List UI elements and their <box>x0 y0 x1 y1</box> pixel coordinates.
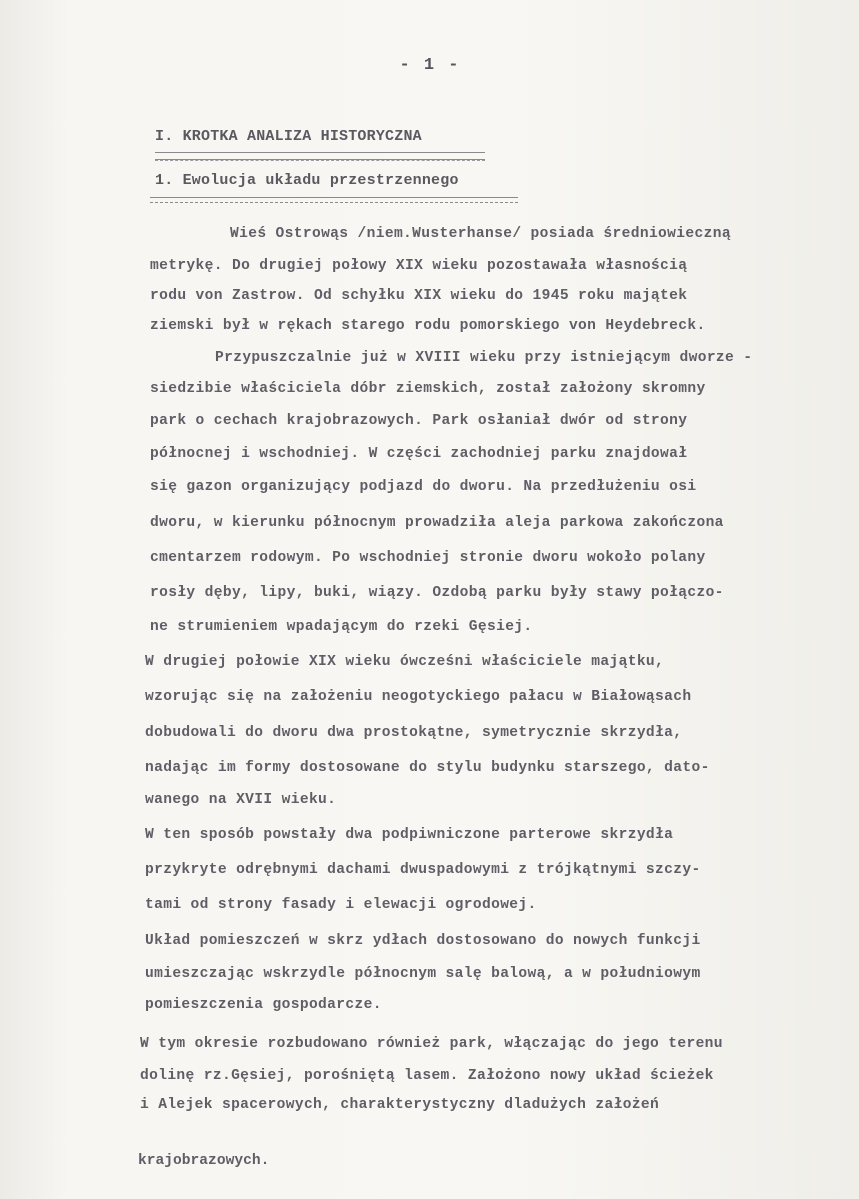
text-line: nadając im formy dostosowane do stylu budynku starszego, dato- <box>145 760 710 776</box>
text-line: W tym okresie rozbudowano również park, włączając do jego terenu <box>140 1036 723 1052</box>
text-line: dworu, w kierunku północnym prowadziła aleja parkowa zakończona <box>150 515 724 531</box>
text-line: park o cechach krajobrazowych. Park osłaniał dwór od strony <box>150 413 688 429</box>
subsection-heading: 1. Ewolucja układu przestrzennego <box>155 172 459 189</box>
text-line: siedzibie właściciela dóbr ziemskich, został założony skromny <box>150 381 706 397</box>
heading-underline-dashes <box>155 160 485 161</box>
text-line: ziemski był w rękach starego rodu pomorskiego von Heydebreck. <box>150 318 706 334</box>
text-line: rosły dęby, lipy, buki, wiązy. Ozdobą parku były stawy połączo- <box>150 585 724 601</box>
text-line: Wieś Ostrowąs /niem.Wusterhanse/ posiada średniowieczną <box>230 226 731 242</box>
section-heading: I. KROTKA ANALIZA HISTORYCZNA <box>155 128 422 145</box>
text-line: wzorując się na założeniu neogotyckiego pałacu w Białowąsach <box>145 689 692 705</box>
text-line: ne strumieniem wpadającym do rzeki Gęsiej. <box>150 619 533 635</box>
heading-double-underline <box>155 152 485 160</box>
subheading-underline-dashes <box>150 202 518 203</box>
text-line: i Alejek spacerowych, charakterystyczny dladużych założeń <box>140 1097 660 1113</box>
text-line: przykryte odrębnymi dachami dwuspadowymi z trójkątnymi szczy- <box>145 862 701 878</box>
text-line: W ten sposób powstały dwa podpiwniczone parterowe skrzydła <box>145 827 674 843</box>
text-line: W drugiej połowie XIX wieku ówcześni właściciele majątku, <box>145 654 665 670</box>
text-line: dolinę rz.Gęsiej, porośniętą lasem. Założono nowy układ ścieżek <box>140 1068 714 1084</box>
text-line: wanego na XVII wieku. <box>145 792 337 808</box>
text-line: krajobrazowych. <box>138 1153 270 1169</box>
text-line: pomieszczenia gospodarcze. <box>145 997 382 1013</box>
text-line: rodu von Zastrow. Od schyłku XIX wieku do 1945 roku majątek <box>150 288 688 304</box>
text-line: Układ pomieszczeń w skrz ydłach dostosowano do nowych funkcji <box>145 933 701 949</box>
text-line: północnej i wschodniej. W części zachodniej parku znajdował <box>150 446 688 462</box>
text-line: dobudowali do dworu dwa prostokątne, symetrycznie skrzydła, <box>145 725 683 741</box>
text-line: się gazon organizujący podjazd do dworu. Na przedłużeniu osi <box>150 479 697 495</box>
subheading-underline <box>150 197 518 198</box>
text-line: umieszczając wskrzydle północnym salę balową, a w południowym <box>145 966 701 982</box>
text-line: tami od strony fasady i elewacji ogrodowej. <box>145 897 537 913</box>
page-number: - 1 - <box>399 56 461 75</box>
text-line: Przypuszczalnie już w XVIII wieku przy istniejącym dworze - <box>215 350 753 366</box>
text-line: metrykę. Do drugiej połowy XIX wieku pozostawała własnością <box>150 258 688 274</box>
text-line: cmentarzem rodowym. Po wschodniej stronie dworu wokoło polany <box>150 550 706 566</box>
